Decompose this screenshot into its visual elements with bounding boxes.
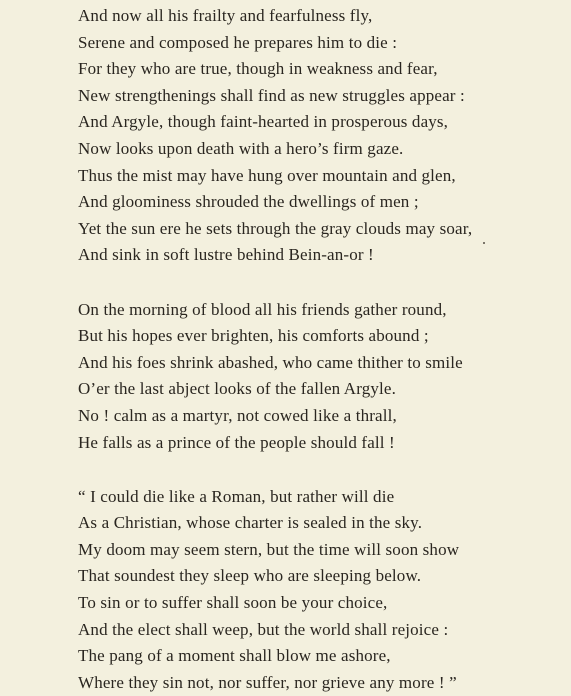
poem-line: Thus the mist may have hung over mountain and glen, bbox=[78, 165, 456, 185]
poem-line: And Argyle, though faint-hearted in prosperous days, bbox=[78, 112, 449, 132]
poem-line: O’er the last abject looks of the fallen Argyle. bbox=[78, 379, 396, 399]
poem-line: New strengthenings shall find as new struggles appear : bbox=[78, 85, 465, 105]
poem-line: No ! calm as a martyr, not cowed like a thrall, bbox=[78, 405, 397, 425]
poem-line: But his hopes ever brighten, his comforts abound ; bbox=[78, 326, 429, 346]
poem-line: The pang of a moment shall blow me ashore, bbox=[78, 646, 391, 666]
stanza-1 bbox=[78, 3, 548, 269]
poem-line: And his foes shrink abashed, who came thither to smile bbox=[78, 352, 463, 372]
ink-speck bbox=[483, 242, 485, 244]
poem-line: To sin or to suffer shall soon be your choice, bbox=[78, 593, 388, 613]
stanza-break bbox=[78, 456, 548, 484]
poem-line: “ I could die like a Roman, but rather will die bbox=[78, 486, 395, 506]
stanza-break bbox=[78, 269, 548, 297]
stanza-2 bbox=[78, 297, 548, 457]
poem-line: Now looks upon death with a hero’s firm gaze. bbox=[78, 138, 404, 158]
poem-line: Serene and composed he prepares him to die : bbox=[78, 32, 398, 52]
poem-line: On the morning of blood all his friends gather round, bbox=[78, 299, 447, 319]
poem-line: And sink in soft lustre behind Bein-an-or ! bbox=[78, 245, 374, 265]
stanza-3 bbox=[78, 484, 548, 696]
poem-line: Yet the sun ere he sets through the gray clouds may soar, bbox=[78, 218, 473, 238]
poem-line: For they who are true, though in weakness and fear, bbox=[78, 59, 438, 79]
poem-line: He falls as a prince of the people should fall ! bbox=[78, 432, 395, 452]
poem-text bbox=[78, 3, 548, 696]
poem-line: And the elect shall weep, but the world shall rejoice : bbox=[78, 619, 449, 639]
poem-line: And gloominess shrouded the dwellings of men ; bbox=[78, 192, 419, 212]
poem-line: That soundest they sleep who are sleeping below. bbox=[78, 566, 422, 586]
poem-line: And now all his frailty and fearfulness fly, bbox=[78, 6, 373, 25]
poem-line: Where they sin not, nor suffer, nor grieve any more ! ” bbox=[78, 672, 457, 692]
poem-line: My doom may seem stern, but the time will soon show bbox=[78, 539, 460, 559]
poem-line: As a Christian, whose charter is sealed in the sky. bbox=[78, 513, 423, 533]
